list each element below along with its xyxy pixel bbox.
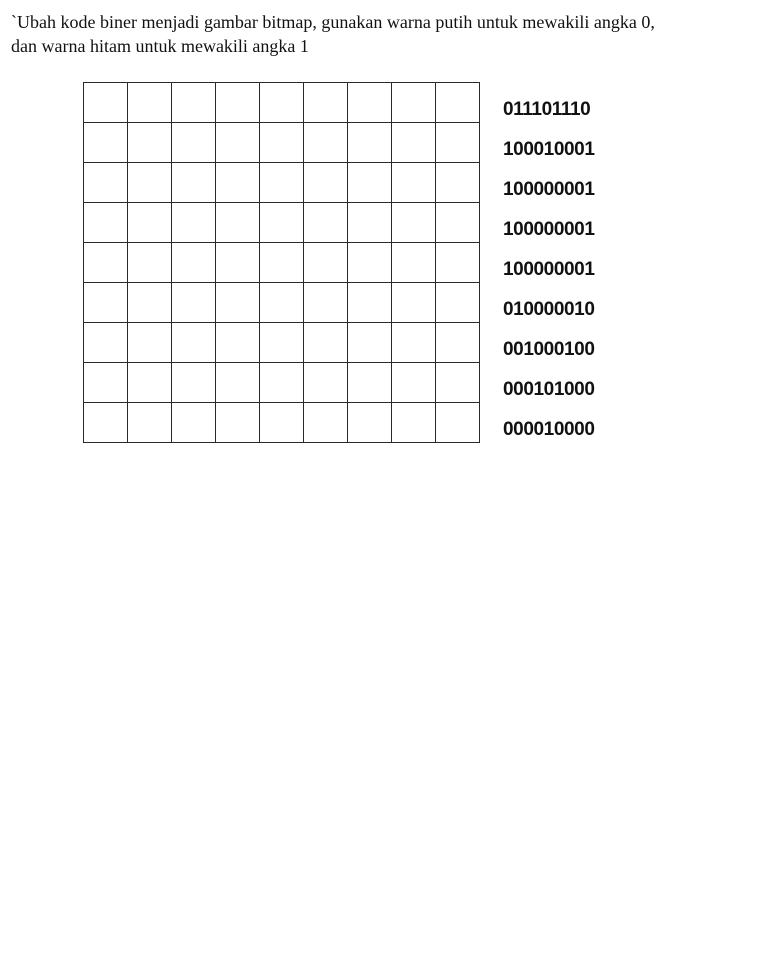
binary-code-row-9: 000010000	[503, 419, 595, 440]
binary-code-row-3: 100000001	[503, 179, 595, 200]
grid-cell[interactable]	[304, 163, 348, 203]
grid-row	[84, 323, 480, 363]
grid-cell[interactable]	[84, 323, 128, 363]
grid-cell[interactable]	[172, 243, 216, 283]
grid-cell[interactable]	[216, 203, 260, 243]
grid-cell[interactable]	[304, 323, 348, 363]
grid-cell[interactable]	[436, 403, 480, 443]
binary-code-row-2: 100010001	[503, 139, 595, 160]
grid-cell[interactable]	[304, 203, 348, 243]
grid-cell[interactable]	[172, 123, 216, 163]
grid-cell[interactable]	[260, 283, 304, 323]
grid-cell[interactable]	[128, 243, 172, 283]
grid-cell[interactable]	[216, 283, 260, 323]
grid-cell[interactable]	[216, 323, 260, 363]
grid-cell[interactable]	[216, 163, 260, 203]
grid-cell[interactable]	[260, 403, 304, 443]
grid-cell[interactable]	[84, 403, 128, 443]
grid-cell[interactable]	[392, 163, 436, 203]
grid-cell[interactable]	[392, 123, 436, 163]
binary-code-row-7: 001000100	[503, 339, 595, 360]
grid-cell[interactable]	[436, 363, 480, 403]
grid-cell[interactable]	[172, 403, 216, 443]
instruction-text	[11, 10, 711, 58]
instruction-line-2: dan warna hitam untuk mewakili angka 1	[11, 36, 309, 56]
binary-code-row-6: 010000010	[503, 299, 595, 320]
grid-cell[interactable]	[348, 243, 392, 283]
grid-cell[interactable]	[392, 203, 436, 243]
grid-cell[interactable]	[392, 363, 436, 403]
grid-cell[interactable]	[84, 163, 128, 203]
binary-code-row-4: 100000001	[503, 219, 595, 240]
grid-cell[interactable]	[172, 203, 216, 243]
grid-row	[84, 363, 480, 403]
grid-cell[interactable]	[128, 323, 172, 363]
grid-cell[interactable]	[172, 163, 216, 203]
grid-cell[interactable]	[304, 243, 348, 283]
grid-cell[interactable]	[128, 403, 172, 443]
grid-cell[interactable]	[304, 363, 348, 403]
grid-cell[interactable]	[260, 123, 304, 163]
grid-cell[interactable]	[260, 163, 304, 203]
grid-cell[interactable]	[436, 83, 480, 123]
grid-cell[interactable]	[216, 363, 260, 403]
grid-cell[interactable]	[260, 363, 304, 403]
grid-cell[interactable]	[128, 123, 172, 163]
instruction-line-1: `Ubah kode biner menjadi gambar bitmap, gunakan warna putih untuk mewakili angka 0,	[11, 12, 655, 32]
grid-cell[interactable]	[172, 323, 216, 363]
grid-cell[interactable]	[172, 363, 216, 403]
grid-cell[interactable]	[84, 363, 128, 403]
grid-cell[interactable]	[436, 163, 480, 203]
grid-cell[interactable]	[348, 403, 392, 443]
grid-cell[interactable]	[304, 403, 348, 443]
grid-cell[interactable]	[436, 203, 480, 243]
grid-cell[interactable]	[348, 323, 392, 363]
grid-cell[interactable]	[348, 363, 392, 403]
grid-cell[interactable]	[128, 283, 172, 323]
grid-cell[interactable]	[436, 243, 480, 283]
grid-cell[interactable]	[436, 323, 480, 363]
grid-cell[interactable]	[392, 323, 436, 363]
grid-cell[interactable]	[260, 323, 304, 363]
grid-cell[interactable]	[216, 83, 260, 123]
grid-cell[interactable]	[348, 163, 392, 203]
grid-row	[84, 243, 480, 283]
grid-cell[interactable]	[128, 363, 172, 403]
binary-code-row-1: 011101110	[503, 99, 591, 120]
grid-cell[interactable]	[260, 243, 304, 283]
grid-cell[interactable]	[304, 83, 348, 123]
grid-cell[interactable]	[128, 163, 172, 203]
grid-cell[interactable]	[128, 203, 172, 243]
binary-code-list	[503, 90, 595, 450]
grid-row	[84, 283, 480, 323]
grid-cell[interactable]	[260, 83, 304, 123]
grid-cell[interactable]	[84, 83, 128, 123]
grid-cell[interactable]	[348, 123, 392, 163]
grid-cell[interactable]	[216, 243, 260, 283]
grid-cell[interactable]	[348, 283, 392, 323]
grid-cell[interactable]	[172, 283, 216, 323]
grid-cell[interactable]	[128, 83, 172, 123]
grid-cell[interactable]	[392, 83, 436, 123]
grid-cell[interactable]	[348, 83, 392, 123]
binary-code-row-8: 000101000	[503, 379, 595, 400]
grid-row	[84, 163, 480, 203]
grid-cell[interactable]	[260, 203, 304, 243]
grid-cell[interactable]	[392, 403, 436, 443]
binary-code-row-5: 100000001	[503, 259, 595, 280]
grid-cell[interactable]	[304, 123, 348, 163]
grid-row	[84, 403, 480, 443]
grid-row	[84, 83, 480, 123]
grid-row	[84, 203, 480, 243]
grid-row	[84, 123, 480, 163]
grid-cell[interactable]	[84, 243, 128, 283]
grid-cell[interactable]	[436, 123, 480, 163]
grid-cell[interactable]	[84, 123, 128, 163]
grid-cell[interactable]	[392, 243, 436, 283]
grid-cell[interactable]	[172, 83, 216, 123]
grid-cell[interactable]	[392, 283, 436, 323]
grid-cell[interactable]	[348, 203, 392, 243]
grid-cell[interactable]	[216, 403, 260, 443]
grid-cell[interactable]	[436, 283, 480, 323]
bitmap-grid-body	[84, 83, 480, 443]
grid-cell[interactable]	[84, 283, 128, 323]
bitmap-grid	[83, 82, 480, 443]
grid-cell[interactable]	[304, 283, 348, 323]
grid-cell[interactable]	[84, 203, 128, 243]
grid-cell[interactable]	[216, 123, 260, 163]
